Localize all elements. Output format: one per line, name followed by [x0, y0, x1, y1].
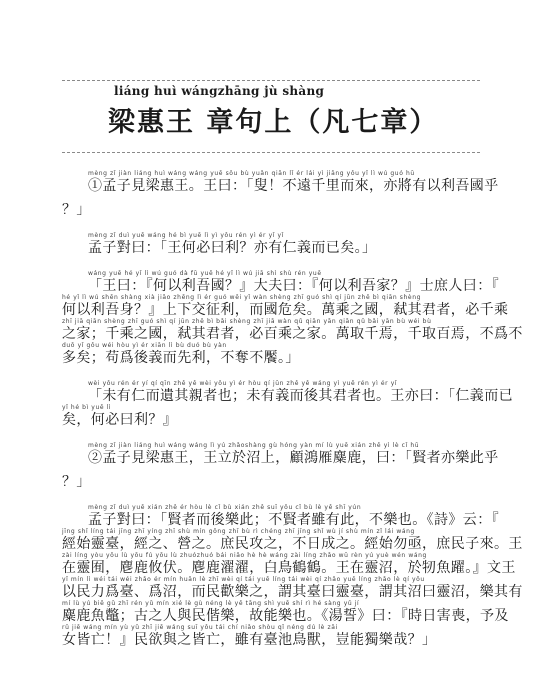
paragraph-5 [62, 442, 499, 490]
chinese-line: 麋鹿魚鼈；古之人與民偕樂，故能樂也。《湯誓》曰：『時日害喪，予及 [62, 608, 509, 624]
text-line [62, 404, 482, 428]
pinyin-line: wáng yuē hé yǐ lì wú guó dà fū yuē hé yǐ lì wú jiā shì shù rén yuē [88, 270, 322, 277]
pinyin-line: rǔ jiē wáng mín yù yǔ zhī jiē wáng suī yǒu tái chí niǎo shòu qǐ néng dú lè zāi [62, 624, 338, 631]
chinese-line: 何以利吾身？』上下交征利，而國危矣。萬乘之國，弒其君者，必千乘 [62, 302, 509, 318]
text-line [62, 466, 482, 490]
chinese-line: 經始靈臺，經之、營之。庶民攻之，不日成之。經始勿亟，庶民子來。王 [62, 536, 523, 552]
paragraph-3 [62, 270, 523, 366]
bottom-divider [62, 152, 480, 153]
chinese-line: 「王曰：『何以利吾國？』大夫曰：『何以利吾家？』士庶人曰：『 [88, 278, 499, 294]
text-line [62, 380, 513, 404]
chinese-line: 在靈囿，麀鹿攸伏。麀鹿濯濯，白鳥鶴鶴。王在靈沼，於牣魚躍。』文王 [62, 560, 516, 576]
text-line [62, 624, 482, 648]
chinese-line: 孟子對曰：「賢者而後樂此；不賢者雖有此，不樂也。《詩》云：『 [88, 512, 499, 528]
chinese-line: ②孟子見梁惠王，王立於沼上，顧鴻雁麋鹿，曰：「賢者亦樂此乎 [88, 450, 499, 466]
pinyin-line: zhī jiā qiān shèng zhī guó shì qí jūn zhě bì bǎi shèng zhī jiā wàn qǔ qiān yān qiān qǔ bǎi yān bù wéi bù [62, 318, 432, 325]
text-line [62, 294, 509, 318]
text-line [62, 342, 482, 366]
text-line [62, 552, 516, 576]
chinese-line: ？」 [62, 474, 91, 490]
pinyin-line: zài líng yòu yōu lù yōu fú yōu lù zhuózhuó bái niǎo hè hè wáng zài líng zhǎo wū rèn yú yuè wén wáng [62, 552, 427, 559]
text-line [62, 600, 509, 624]
text-line [62, 576, 523, 600]
chinese-line: 之家；千乘之國，弒其君者，必百乘之家。萬取千焉，千取百焉，不爲不 [62, 326, 523, 342]
text-line [62, 232, 482, 256]
chinese-line: ？」 [62, 202, 91, 218]
text-line [62, 270, 499, 294]
pinyin-line: wèi yǒu rén ér yí qí qīn zhě yě wèi yǒu yì ér hòu qí jūn zhě yě wáng yì yuē rén yì ér yǐ [88, 380, 398, 387]
pinyin-line: hé yǐ lì wú shēn shàng xià jiāo zhēng lì ér guó wēi yǐ wàn shèng zhī guó shì qí jūn zhě bì qiān shèng [62, 294, 422, 301]
title-pinyin: liáng huì wángzhāng jù shàng [114, 84, 325, 98]
pinyin-line: jīng shǐ líng tái jīng zhī yíng zhī shù mín gōng zhī bù rì chéng zhī jīng shǐ wù jí shù mín zǐ lái wáng [62, 528, 415, 535]
chapter-title: 梁惠王 章句上（凡七章） [108, 107, 439, 138]
paragraph-2 [62, 232, 482, 256]
text-line [62, 194, 482, 218]
chinese-line: 孟子對曰：「王何必曰利？亦有仁義而已矣。」 [88, 240, 377, 256]
chinese-line: 多矣；苟爲後義而先利，不奪不饜。」 [62, 350, 300, 366]
paragraph-1 [62, 170, 499, 218]
pinyin-line: yǐ mín lì wéi tái wéi zhǎo ér mín huān lè zhī wèi qí tái yuē líng tái wèi qí zhǎo yuē líng zhǎo lè qí yǒu [62, 576, 425, 583]
text-body [62, 170, 523, 662]
text-line [62, 442, 499, 466]
pinyin-line: mèng zǐ duì yuē xián zhě ér hòu lè cǐ bù xián zhě suī yǒu cǐ bù lè yě shī yún [88, 504, 362, 511]
chinese-line: 以民力爲臺、爲沼，而民歡樂之，謂其臺曰靈臺，謂其沼曰靈沼，樂其有 [62, 584, 523, 600]
text-line [62, 318, 523, 342]
pinyin-line: mèng zǐ jiàn liáng huì wáng wáng yuē sǒu bù yuǎn qiān lǐ ér lái yì jiāng yǒu yǐ lì wú guó hū [88, 170, 415, 177]
chinese-line: 矣，何必曰利？』 [62, 412, 178, 428]
text-line [62, 504, 499, 528]
chinese-line: 女皆亡！』民欲與之皆亡，雖有臺池鳥獸，豈能獨樂哉？」 [62, 632, 437, 648]
chinese-line: 「未有仁而遺其親者也；未有義而後其君者也。王亦曰：「仁義而已 [88, 388, 513, 404]
pinyin-line: duō yǐ gǒu wéi hòu yì ér xiān lì bù duó bù yàn [62, 342, 227, 349]
text-line [62, 170, 499, 194]
pinyin-line: mèng zǐ duì yuē wáng hé bì yuē lì yì yǒu rén yì ér yǐ yǐ [88, 232, 284, 239]
chinese-line: ①孟子見梁惠王。王曰：「叟！不遠千里而來，亦將有以利吾國乎 [88, 178, 499, 194]
paragraph-6 [62, 504, 523, 648]
pinyin-line: yǐ hé bì yuē lì [62, 404, 112, 411]
pinyin-line: mí lù yú biē gǔ zhī rén yǔ mín xié lè gù néng lè yě tāng shì yuē shí rì hé sàng yǔ jí [62, 600, 360, 607]
paragraph-4 [62, 380, 513, 428]
pinyin-line: mèng zǐ jiàn liáng huì wáng wáng lì yú zhǎoshàng gù hóng yàn mí lù yuē xián zhě yì lè cǐ hū [88, 442, 420, 449]
top-divider [62, 80, 480, 81]
text-line [62, 528, 523, 552]
